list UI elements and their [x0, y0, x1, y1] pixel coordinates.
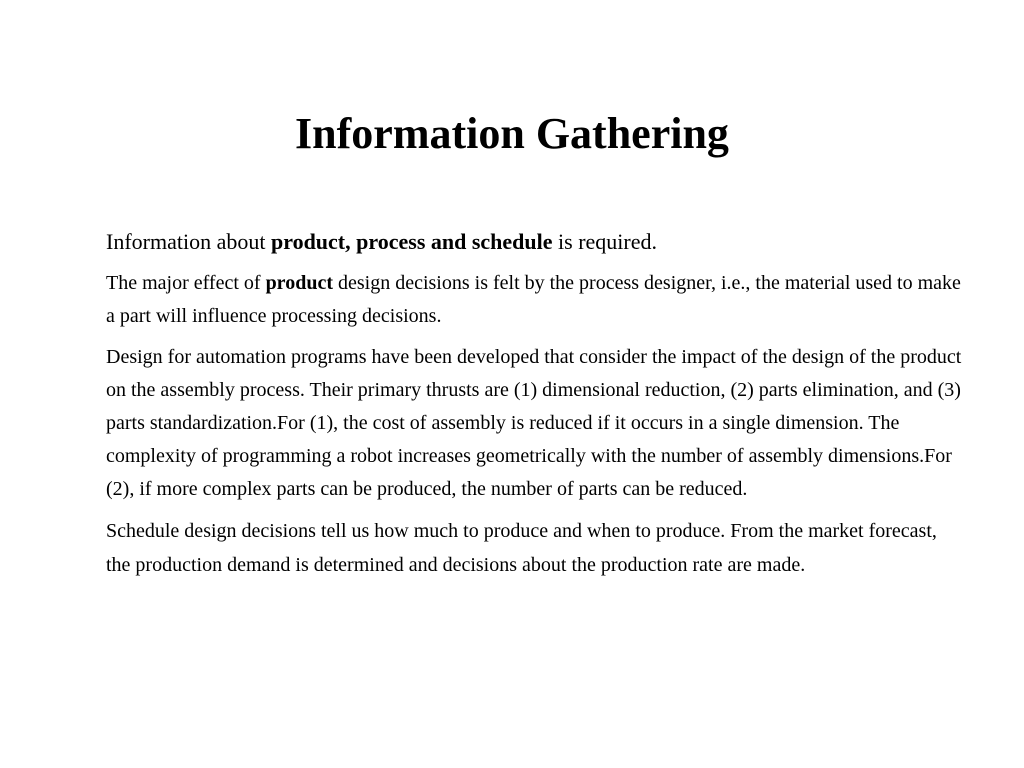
product-paragraph	[106, 267, 966, 333]
product-bold-text: product	[265, 272, 333, 294]
lead-text-before: Information about	[106, 229, 271, 254]
schedule-paragraph: Schedule design decisions tell us how much to produce and when to produce. From the market forecast, the production demand is determined and decisions about the production rate are made.	[106, 520, 937, 576]
automation-paragraph: Design for automation programs have been developed that consider the impact of the design of the product on the assembly process. Their primary thrusts are (1) dimensional reduction, (2) parts elimination, and (3) parts standardization.For (1), the cost of assembly is reduced if it occurs in a single dimension. The complexity of programming a robot increases geometrically with the number of assembly dimensions.For (2), if more complex parts can be produced, the number of parts can be reduced.	[106, 346, 962, 500]
lead-bold-text: product, process and schedule	[270, 229, 553, 254]
product-text-before: The major effect of	[106, 272, 266, 294]
slide-title: Information Gathering	[295, 109, 729, 158]
lead-text-after: is required.	[552, 229, 658, 254]
lead-paragraph	[106, 227, 966, 257]
slide-body	[106, 227, 966, 590]
product-text-after: design decisions is felt by the process designer, i.e., the material used to make a part will influence processing decisions.	[106, 272, 961, 327]
